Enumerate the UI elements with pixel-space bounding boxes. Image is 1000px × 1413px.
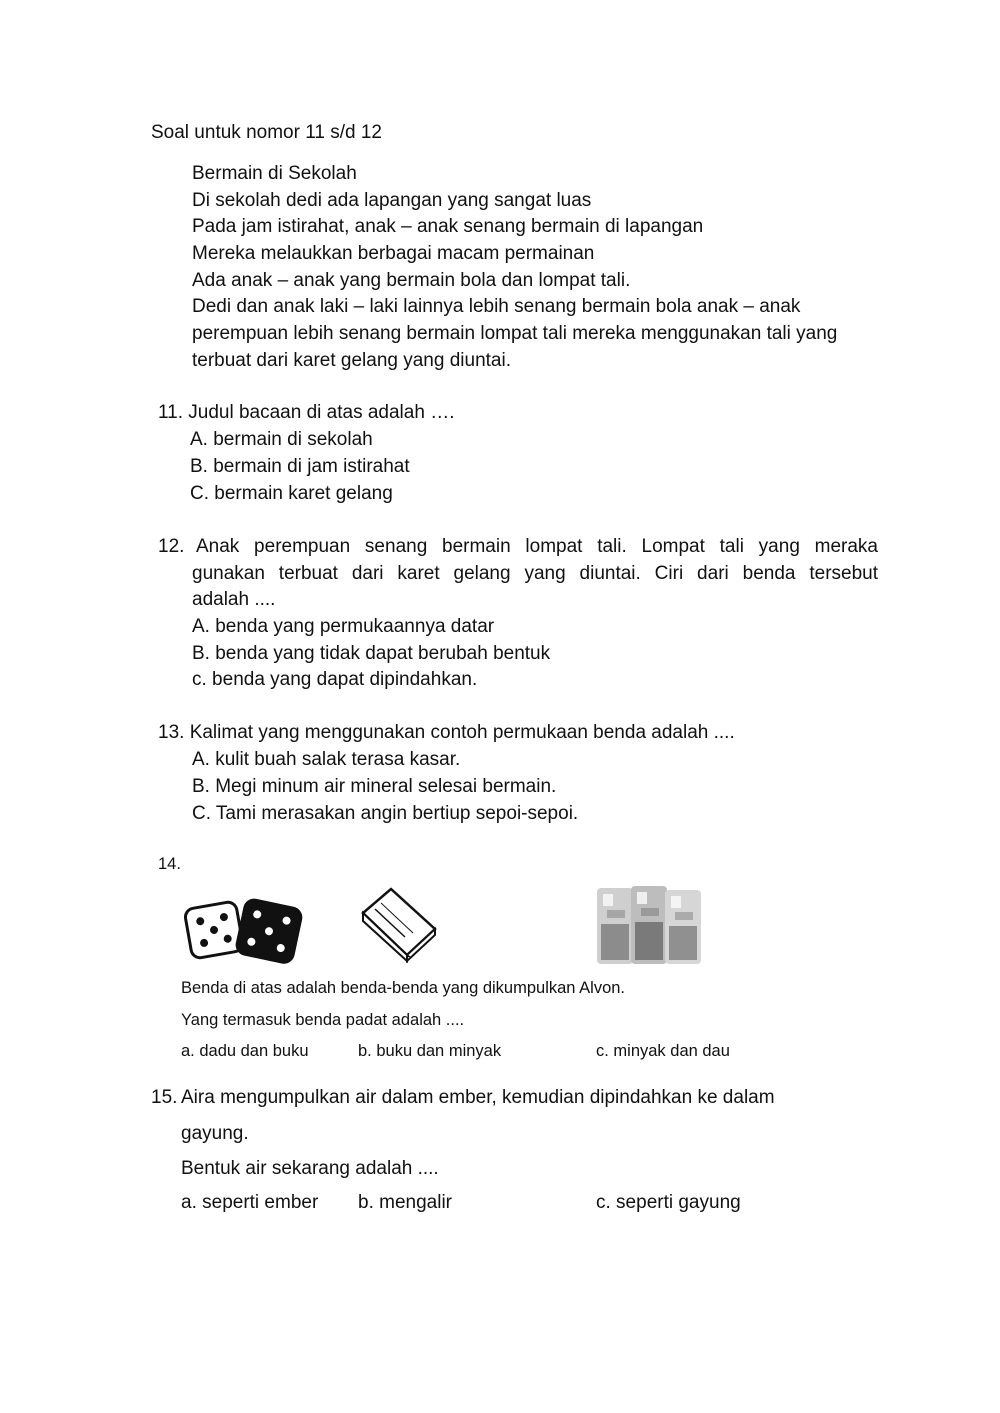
option-a[interactable]: a. seperti ember	[181, 1192, 319, 1213]
question-text-line: Anak perempuan senang bermain lompat tali. Lompat tali yang meraka	[196, 536, 878, 557]
option-b[interactable]: B. Megi minum air mineral selesai bermain.	[192, 776, 557, 797]
passage-title: Bermain di Sekolah	[192, 163, 357, 184]
passage-line: Mereka melaukkan berbagai macam permainan	[192, 243, 595, 264]
question-number: 14.	[158, 855, 181, 873]
option-a[interactable]: A. bermain di sekolah	[190, 429, 373, 450]
question-text: 11. Judul bacaan di atas adalah ….	[158, 402, 455, 423]
option-c[interactable]: C. Tami merasakan angin bertiup sepoi-sepoi.	[192, 803, 579, 824]
question-number: 15.	[151, 1087, 178, 1108]
oil-packet-icon	[595, 884, 703, 966]
option-c[interactable]: c. seperti gayung	[596, 1192, 741, 1213]
option-b[interactable]: B. bermain di jam istirahat	[190, 456, 410, 477]
question-text: 13. Kalimat yang menggunakan contoh permukaan benda adalah ....	[158, 722, 735, 743]
question-text: Yang termasuk benda padat adalah ....	[181, 1011, 465, 1029]
passage-line: terbuat dari karet gelang yang diuntai.	[192, 350, 511, 371]
option-b[interactable]: b. mengalir	[358, 1192, 452, 1213]
question-text-line: Aira mengumpulkan air dalam ember, kemudian dipindahkan ke dalam	[181, 1087, 775, 1108]
passage-line: Pada jam istirahat, anak – anak senang bermain di lapangan	[192, 216, 704, 237]
option-c[interactable]: C. bermain karet gelang	[190, 483, 393, 504]
question-text: Bentuk air sekarang adalah ....	[181, 1158, 439, 1179]
passage-line: Ada anak – anak yang bermain bola dan lompat tali.	[192, 270, 631, 291]
option-c[interactable]: c. minyak dan dau	[596, 1042, 730, 1060]
book-icon	[355, 885, 440, 960]
question-text-line: gayung.	[181, 1123, 249, 1144]
option-a[interactable]: A. benda yang permukaannya datar	[192, 616, 495, 637]
dice-icon	[182, 895, 307, 965]
question-text-line: gunakan terbuat dari karet gelang yang diuntai. Ciri dari benda tersebut	[192, 563, 878, 584]
question-text-line: adalah ....	[192, 589, 276, 610]
option-a[interactable]: A. kulit buah salak terasa kasar.	[192, 749, 461, 770]
option-b[interactable]: b. buku dan minyak	[358, 1042, 502, 1060]
passage-line: Dedi dan anak laki – laki lainnya lebih senang bermain bola anak – anak	[192, 296, 801, 317]
passage-line: Di sekolah dedi ada lapangan yang sangat luas	[192, 190, 592, 211]
question-number: 12.	[158, 536, 185, 557]
option-c[interactable]: c. benda yang dapat dipindahkan.	[192, 669, 478, 690]
question-caption: Benda di atas adalah benda-benda yang dikumpulkan Alvon.	[181, 979, 626, 997]
passage-line: perempuan lebih senang bermain lompat tali mereka menggunakan tali yang	[192, 323, 838, 344]
intro-text: Soal untuk nomor 11 s/d 12	[151, 122, 382, 143]
option-a[interactable]: a. dadu dan buku	[181, 1042, 309, 1060]
option-b[interactable]: B. benda yang tidak dapat berubah bentuk	[192, 643, 551, 664]
